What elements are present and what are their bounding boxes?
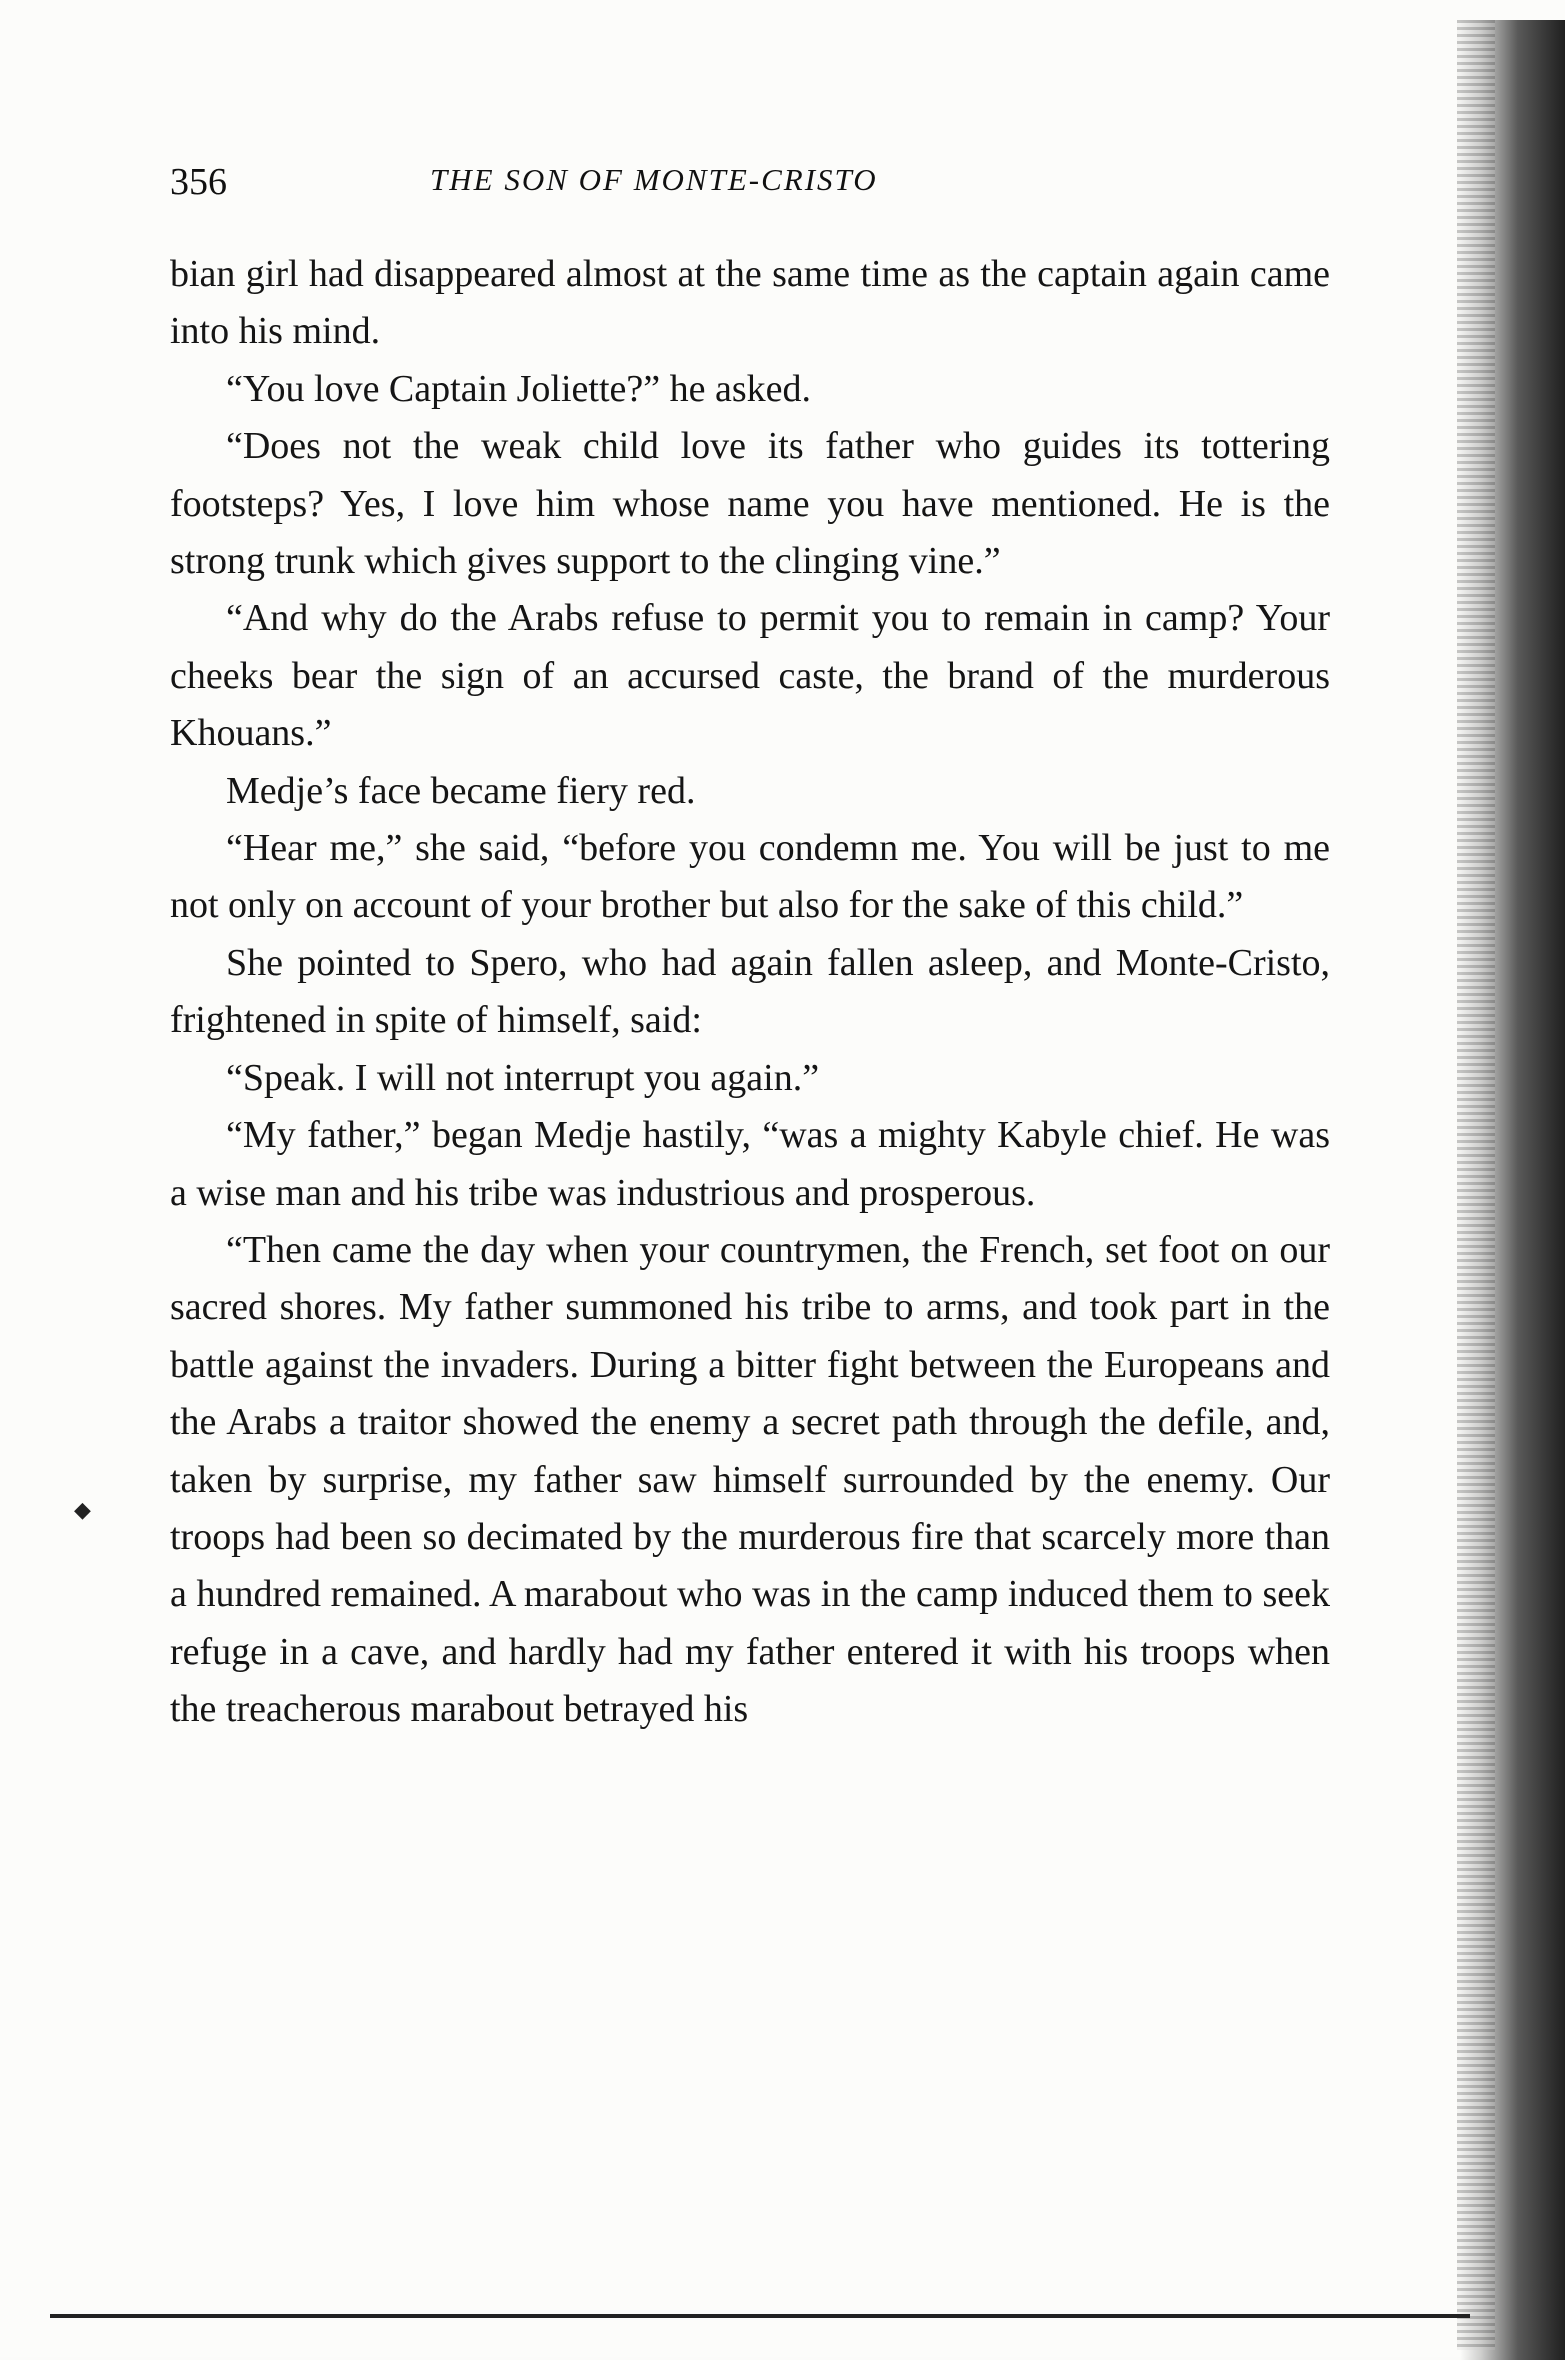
paragraph: She pointed to Spero, who had again fallen asleep, and Monte-Cristo, frightened in spite of himself, said: [170,941,1330,1042]
body-text [170,246,1330,1739]
paragraph: “Speak. I will not interrupt you again.” [226,1056,820,1099]
paragraph: Medje’s face became fiery red. [226,769,696,812]
paragraph: “My father,” began Medje hastily, “was a mighty Kabyle chief. He was a wise man and his tribe was industrious and prosperous. [170,1114,1330,1214]
bottom-rule [50,2314,1470,2318]
margin-ink-mark: ◆ [74,1498,91,1523]
paragraph: “You love Captain Joliette?” he asked. [226,367,811,410]
paragraph: “Does not the weak child love its father who guides its tottering footsteps? Yes, I love him whose name you have mentioned. He is the strong trunk which gives support to the clinging vine.” [170,425,1330,583]
paragraph: bian girl had disappeared almost at the same time as the captain again came into his mind. [170,253,1330,353]
paragraph: “And why do the Arabs refuse to permit you to remain in camp? Your cheeks bear the sign of an accursed caste, the brand of the murderous Khouans.” [170,597,1330,755]
page-number: 356 [170,161,227,203]
page-edge-texture [1457,20,1495,2350]
running-title: THE SON OF MONTE-CRISTO [430,162,878,197]
paragraph: “Hear me,” she said, “before you condemn me. You will be just to me not only on account of your brother but also for the sake of this child.” [170,827,1330,927]
running-header [170,160,1330,220]
paragraph: “Then came the day when your countrymen, the French, set foot on our sacred shores. My father summoned his tribe to arms, and took part in the battle against the invaders. During a bitter fight between the Europeans and the Arabs a traitor showed the enemy a secret path through the defile, and, taken by surprise, my father saw himself surrounded by the enemy. Our troops had been so decimated by the murderous fire that scarcely more than a hundred remained. A marabout who was in the camp induced them to seek refuge in a cave, and hardly had my father entered it with his troops when the treacherous marabout betrayed his [170,1228,1330,1731]
